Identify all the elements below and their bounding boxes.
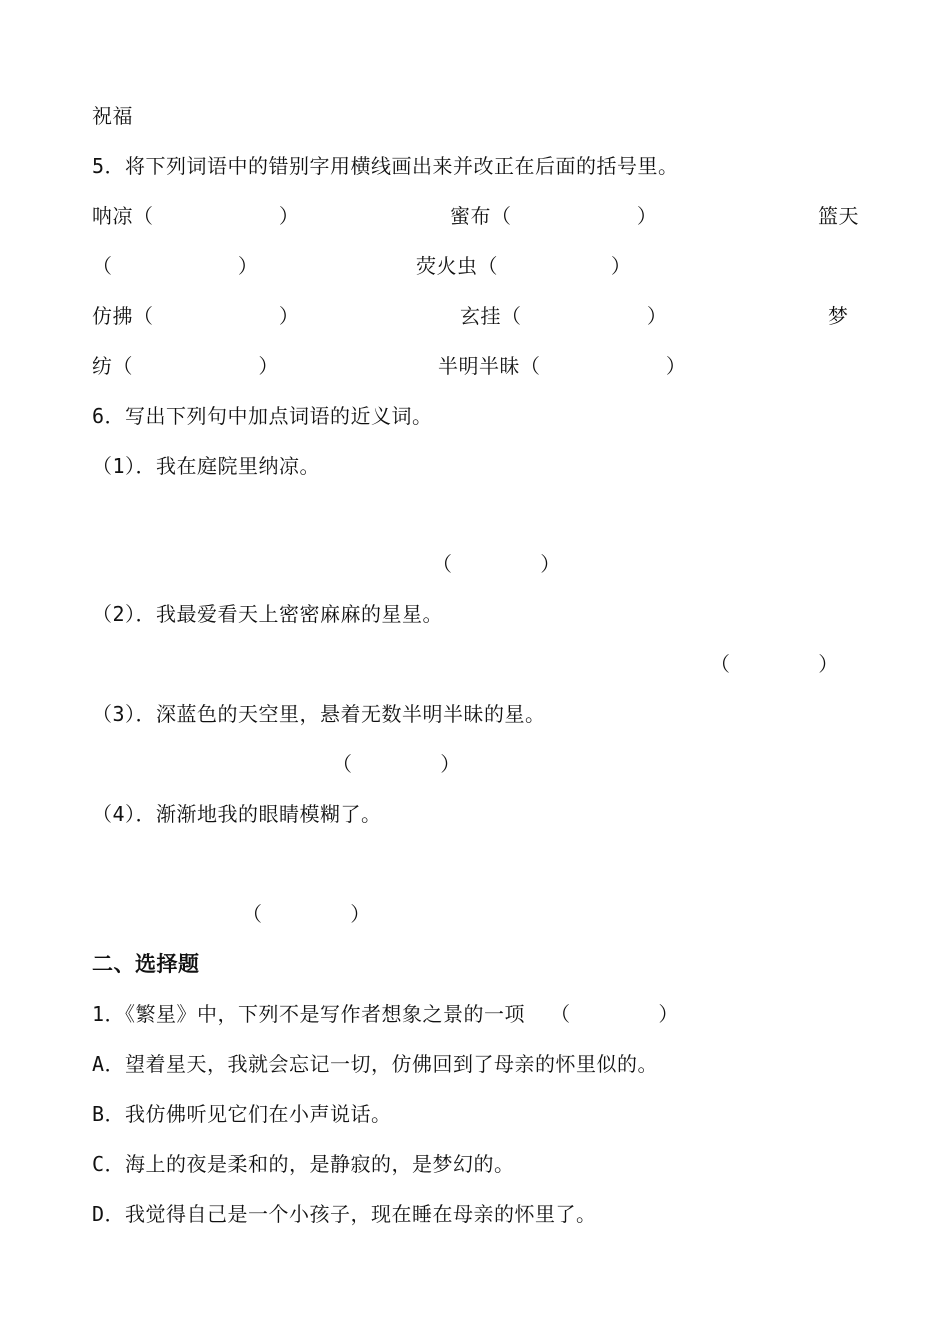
choice-option-b[interactable]: B．我仿佛听见它们在小声说话。 — [92, 1102, 392, 1126]
q5-item-mibu: 蜜布（ ） — [450, 204, 658, 228]
q6-item-3: （3）．深蓝色的天空里，悬着无数半明半昧的星。 — [92, 702, 546, 726]
q5-prompt: 5．将下列词语中的错别字用横线画出来并改正在后面的括号里。 — [92, 154, 679, 178]
q6-answer-blank-4[interactable]: （ ） — [242, 902, 371, 926]
q5-item-yinghuochong: 荧火虫（ ） — [416, 254, 632, 278]
q6-item-2: （2）．我最爱看天上密密麻麻的星星。 — [92, 602, 444, 626]
top-word: 祝福 — [92, 104, 133, 128]
choice-option-c[interactable]: C．海上的夜是柔和的，是静寂的，是梦幻的。 — [92, 1152, 515, 1176]
choice-option-d[interactable]: D．我觉得自己是一个小孩子，现在睡在母亲的怀里了。 — [92, 1202, 597, 1226]
q6-item-4: （4）．渐渐地我的眼睛模糊了。 — [92, 802, 382, 826]
choice-option-a[interactable]: A．望着星天，我就会忘记一切，仿佛回到了母亲的怀里似的。 — [92, 1052, 659, 1076]
q5-item-fangfu: 仿拂（ ） — [92, 304, 300, 328]
q6-answer-blank-3[interactable]: （ ） — [332, 752, 461, 776]
q5-item-banmingbanmei: 半明半昧（ ） — [438, 354, 687, 378]
q5-item-lantian: 篮天 — [818, 204, 859, 228]
q5-item-xuangua: 玄挂（ ） — [460, 304, 668, 328]
q5-item-lantian-blank: （ ） — [92, 254, 259, 278]
q5-item-menghuan-blank: 纺（ ） — [92, 354, 279, 378]
q6-prompt: 6．写出下列句中加点词语的近义词。 — [92, 404, 433, 428]
q5-item-menghuan: 梦 — [828, 304, 849, 328]
q5-item-nalian: 呐凉（ ） — [92, 204, 300, 228]
q6-item-1: （1）．我在庭院里纳凉。 — [92, 454, 321, 478]
section-heading-choice: 二、选择题 — [92, 952, 200, 976]
q6-answer-blank-2[interactable]: （ ） — [710, 652, 839, 676]
q6-answer-blank-1[interactable]: （ ） — [432, 552, 561, 576]
choice-q1-prompt: 1．《繁星》中，下列不是写作者想象之景的一项 （ ） — [92, 1002, 679, 1026]
